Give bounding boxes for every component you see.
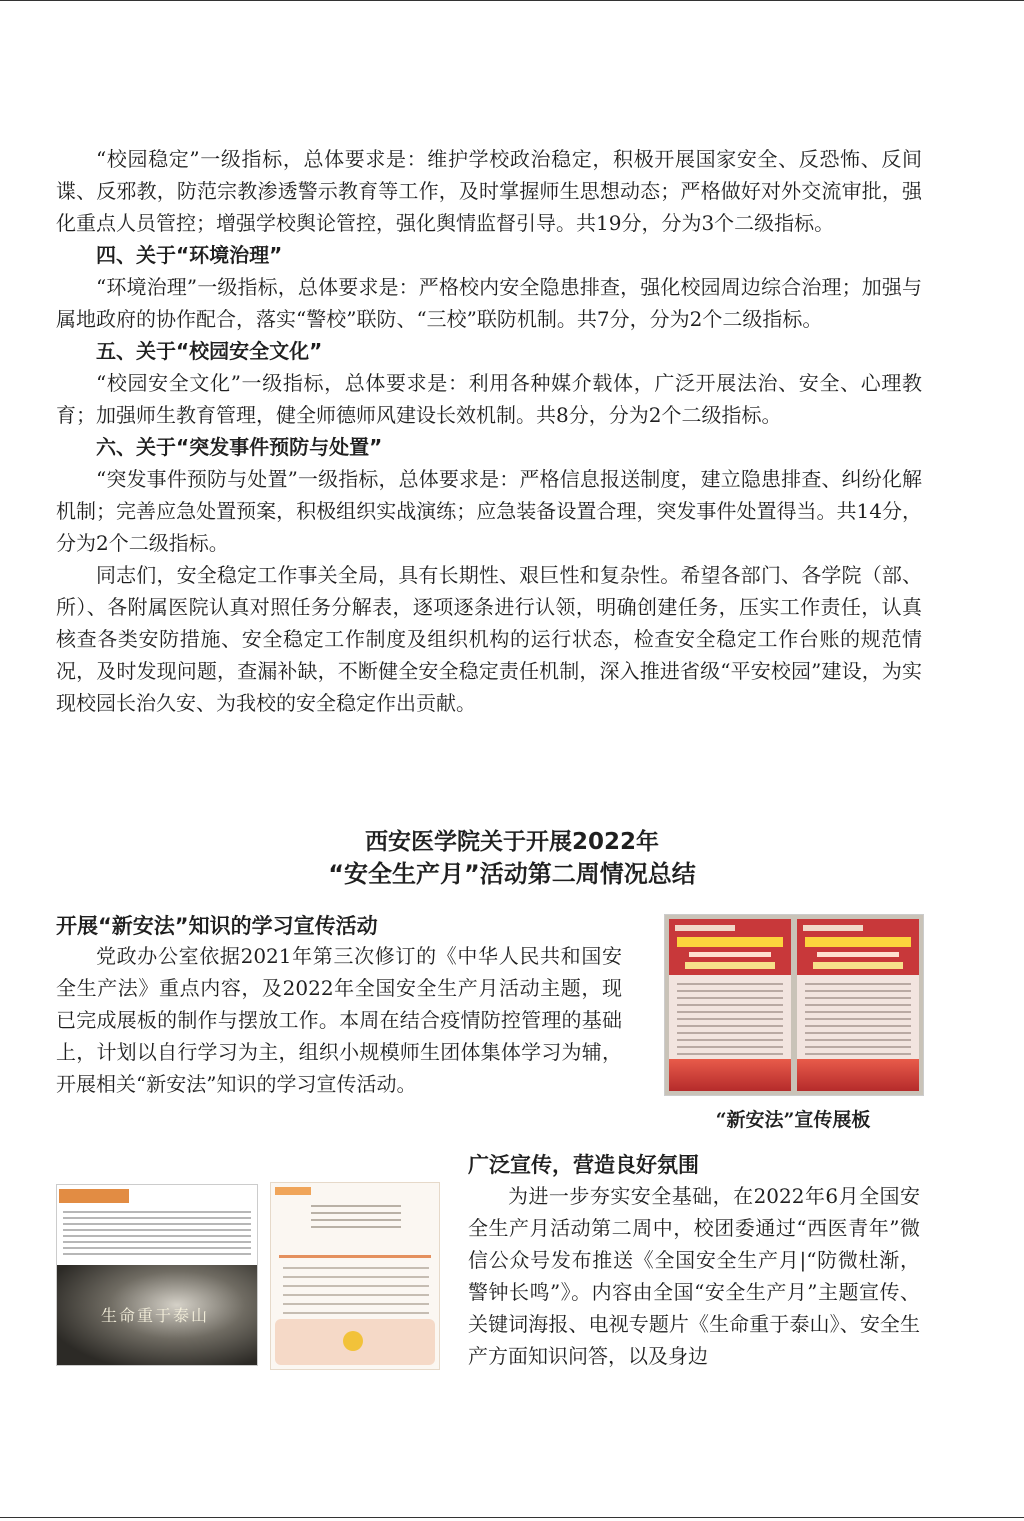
section-publicity [468, 1180, 920, 1372]
photo-caption: “新安法”宣传展板 [715, 1109, 871, 1131]
board-right [797, 919, 919, 1091]
section-indicators [56, 143, 922, 719]
paragraph-publicity: 为进一步夯实安全基础，在2022年6月全国安全生产月活动第二周中，校团委通过“西医青年”微信公众号发布推送《全国安全生产月|“防微杜渐，警钟长鸣”》。内容由全国“安全生产月”主题宣传、关键词海报、电视专题片《生命重于泰山》、安全生产方面知识问答，以及身边 [468, 1184, 920, 1368]
paragraph-closing: 同志们，安全稳定工作事关全局，具有长期性、艰巨性和复杂性。希望各部门、各学院（部、所）、各附属医院认真对照任务分解表，逐项逐条进行认领，明确创建任务，压实工作责任，认真核查各类安防措施、安全稳定工作制度及组织机构的运行状态，检查安全稳定工作台账的规范情况，及时发现问题，查漏补缺，不断健全安全稳定责任机制，深入推进省级“平安校园”建设，为实现校园长治久安、为我校的安全稳定作出贡献。 [56, 563, 922, 715]
subheading-publicity: 广泛宣传，营造良好氛围 [468, 1153, 699, 1177]
section-new-law [56, 940, 622, 1100]
paragraph-emergency: “突发事件预防与处置”一级指标，总体要求是：严格信息报送制度，建立隐患排查、纠纷化解机制；完善应急处置预案，积极组织实战演练；应急装备设置合理，突发事件处置得当。共14分，分为2个二级指标。 [56, 467, 922, 555]
board-left [669, 919, 791, 1091]
paragraph-environment: “环境治理”一级指标，总体要求是：严格校内安全隐患排查，强化校园周边综合治理；加强与属地政府的协作配合，落实“警校”联防、“三校”联防机制。共7分，分为2个二级指标。 [56, 275, 922, 331]
top-border [0, 0, 1024, 1]
heading-emergency: 六、关于“突发事件预防与处置” [96, 435, 383, 459]
bottom-border [0, 1517, 1024, 1518]
paragraph-new-law: 党政办公室依据2021年第三次修订的《中华人民共和国安全生产法》重点内容，及2022年全国安全生产月活动主题，现已完成展板的制作与摆放工作。本周在结合疫情防控管理的基础上，计划以自行学习为主，组织小规模师生团体集体学习为辅，开展相关“新安法”知识的学习宣传活动。 [56, 944, 622, 1096]
wechat-poster-photo-icon [56, 1184, 258, 1366]
subheading-new-law: 开展“新安法”知识的学习宣传活动 [56, 914, 378, 938]
poster-slogan: 生命重于泰山 [101, 1306, 210, 1325]
display-board-photo-icon [664, 914, 924, 1096]
heading-safety-culture: 五、关于“校园安全文化” [96, 339, 323, 363]
article-title-line1: 西安医学院关于开展2022年 [364, 829, 659, 855]
quiz-screenshot-photo-icon [270, 1182, 440, 1370]
article-title-line2: “安全生产月”活动第二周情况总结 [328, 860, 696, 888]
paragraph-safety-culture: “校园安全文化”一级指标，总体要求是：利用各种媒介载体，广泛开展法治、安全、心理教育；加强师生教育管理，健全师德师风建设长效机制。共8分，分为2个二级指标。 [56, 371, 922, 427]
heading-environment: 四、关于“环境治理” [96, 243, 283, 267]
paragraph-campus-stability: “校园稳定”一级指标，总体要求是：维护学校政治稳定，积极开展国家安全、反恐怖、反间谍、反邪教，防范宗教渗透警示教育等工作，及时掌握师生思想动态；严格做好对外交流审批，强化重点人员管控；增强学校舆论管控，强化舆情监督引导。共19分，分为3个二级指标。 [56, 147, 922, 235]
